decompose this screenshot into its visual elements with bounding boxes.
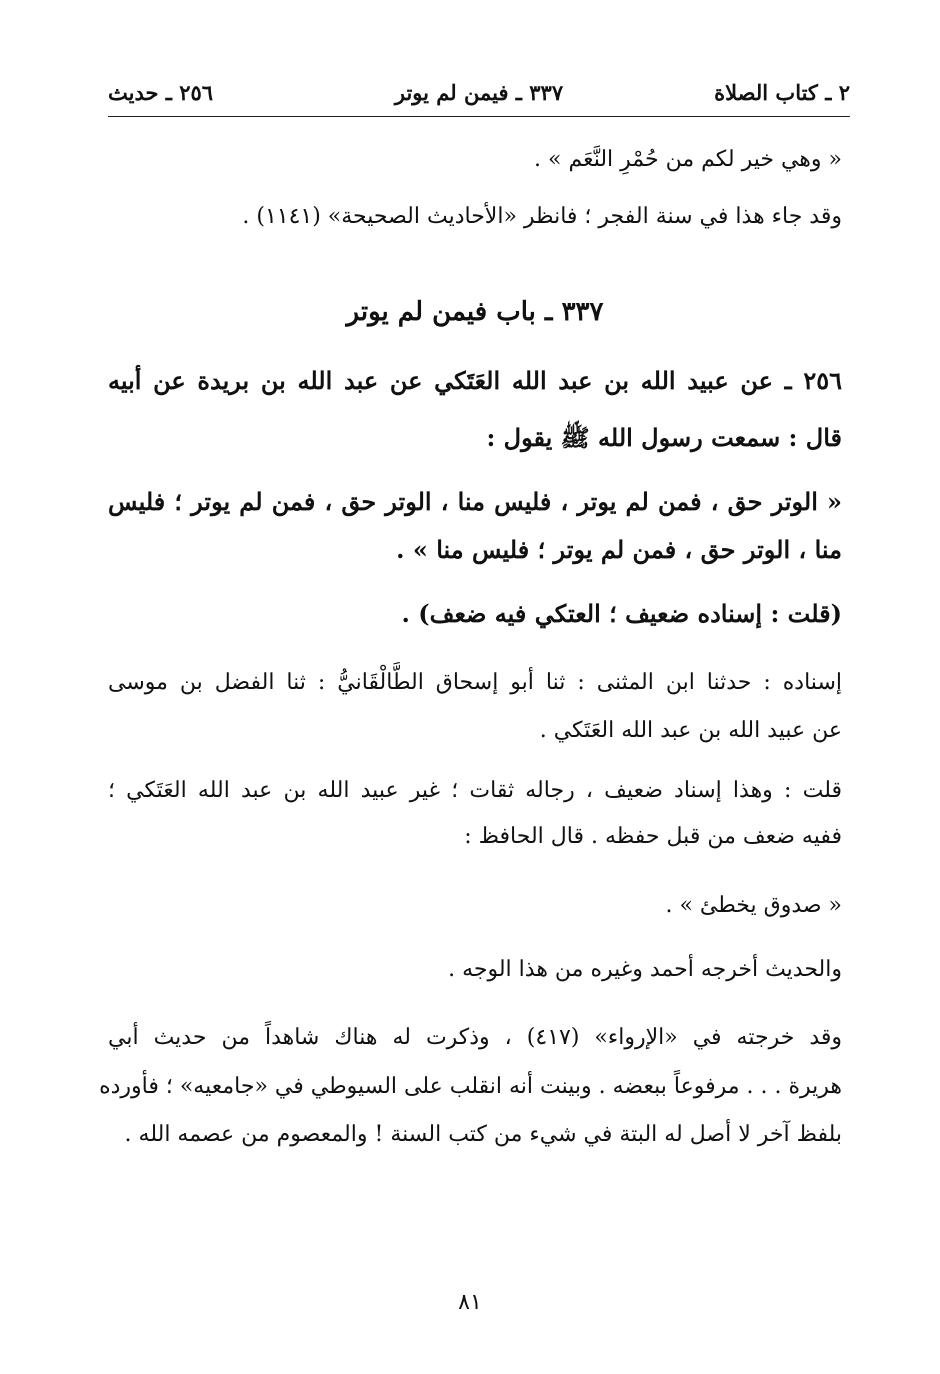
header-hadith-number: ٢٥٦ ـ حديث	[108, 80, 214, 105]
isnad-line-2: عن عبيد الله بن عبد الله العَتَكي .	[539, 718, 842, 743]
intro-reference: وقد جاء هذا في سنة الفجر ؛ فانظر «الأحاديث الصحيحة» (١١٤١) .	[242, 204, 842, 229]
header-divider	[108, 116, 850, 117]
final-line-3: بلفظ آخر لا أصل له البتة في شيء من كتب السنة ! والمعصوم من عصمه الله .	[124, 1122, 842, 1147]
header-chapter-title: ٣٣٧ ـ فيمن لم يوتر	[394, 80, 564, 105]
commentary-line-3: والحديث أخرجه أحمد وغيره من هذا الوجه .	[448, 957, 842, 982]
header-book-title: ٢ ـ كتاب الصلاة	[714, 80, 850, 105]
hadith-text-line-2: منا ، الوتر حق ، فمن لم يوتر ؛ فليس منا » .	[396, 535, 842, 564]
isnad-line-1: إسناده : حدثنا ابن المثنى : ثنا أبو إسحاق الطَّالْقَانيُّ : ثنا الفضل بن موسى	[108, 670, 842, 695]
hadith-chain-line-2: قال : سمعت رسول الله ﷺ يقول :	[486, 423, 842, 452]
hadith-chain-line-1: ٢٥٦ ـ عن عبيد الله بن عبد الله العَتَكي عن عبد الله بن بريدة عن أبيه	[108, 366, 843, 395]
commentary-line-1: قلت : وهذا إسناد ضعيف ، رجاله ثقات ؛ غير عبيد الله بن عبد الله العَتَكي ؛	[108, 778, 842, 803]
page-number: ٨١	[458, 1290, 482, 1315]
grading-ruling: (قلت : إسناده ضعيف ؛ العتكي فيه ضعف) .	[401, 599, 842, 628]
final-line-1: وقد خرجته في «الإرواء» (٤١٧) ، وذكرت له هناك شاهداً من حديث أبي	[108, 1025, 843, 1050]
commentary-line-2: ففيه ضعف من قبل حفظه . قال الحافظ :	[464, 824, 842, 849]
hadith-text-line-1: « الوتر حق ، فمن لم يوتر ، فليس منا ، الوتر حق ، فمن لم يوتر ؛ فليس	[108, 487, 842, 516]
chapter-title: ٣٣٧ ـ باب فيمن لم يوتر	[346, 297, 604, 327]
intro-quote: « وهي خير لكم من حُمْرِ النَّعَم » .	[534, 147, 842, 172]
running-header	[108, 72, 850, 112]
hafiz-quote: « صدوق يخطئ » .	[665, 893, 842, 918]
final-line-2: هريرة . . . مرفوعاً ببعضه . وبينت أنه انقلب على السيوطي في «جامعيه» ؛ فأورده	[99, 1074, 842, 1099]
